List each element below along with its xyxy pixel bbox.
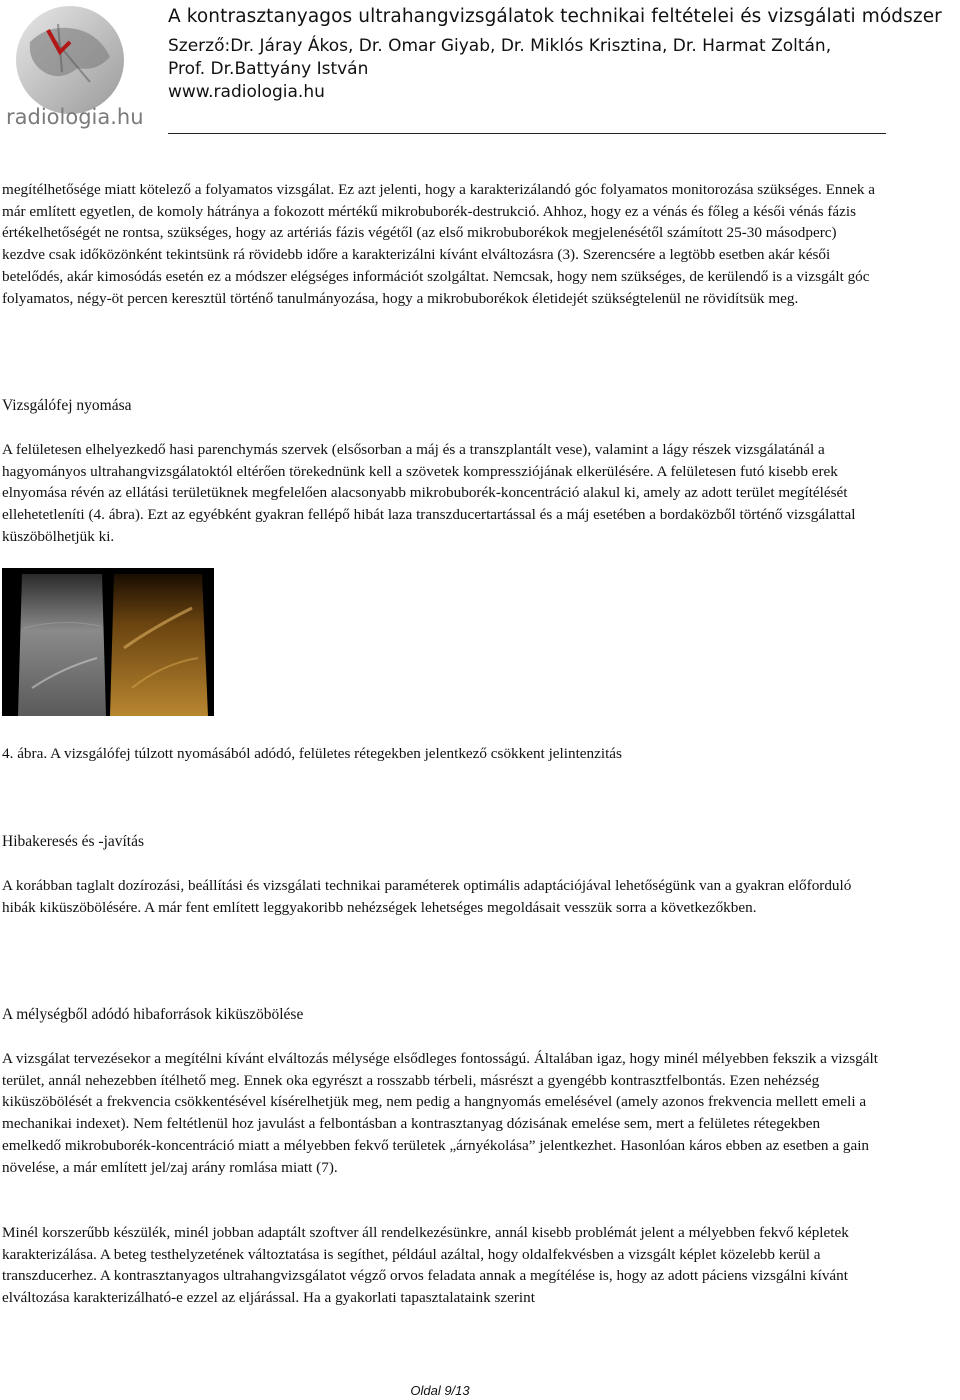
page-header	[0, 0, 960, 140]
radiologia-logo	[0, 2, 148, 132]
paragraph-troubleshooting: A korábban taglalt dozírozási, beállítási és vizsgálati technikai paraméterek optimális adaptációjával lehetőségünk van a gyakran előforduló hibák kiküszöbölésére. A már fent említett leggyakoribb nehézségek lehetséges megoldásait vesszük sorra a következőkben.	[2, 877, 852, 916]
author-line-1: Szerző:Dr. Járay Ákos, Dr. Omar Giyab, Dr. Miklós Krisztina, Dr. Harmat Zoltán,	[168, 36, 832, 56]
figure-4-caption: 4. ábra. A vizsgálófej túlzott nyomásából adódó, felületes rétegekben jelentkező csökkent jelintenzitás	[2, 745, 622, 762]
figure-4-ultrasound-image	[2, 568, 214, 716]
paragraph-probe-pressure: A felületesen elhelyezkedő hasi parenchymás szervek (elsősorban a máj és a transzplantált vese), valamint a lágy részek vizsgálatánál a hagyományos ultrahangvizsgálatoktól eltérően törekednünk kell a szövetek kompressziójának elkerülésére. A felületesen futó kisebb erek elnyomása révén az ellátási területüknek megfelelően alacsonyabb mikrobuborék-koncentráció alakul ki, amely az adott terület megítélését ellehetetleníti (4. ábra). Ezt az egyébként gyakran fellépő hibát laza transzducertartással és a máj esetében a bordaközből történő vizsgálattal küszöbölhetjük ki.	[2, 441, 856, 545]
section-heading-probe-pressure: Vizsgálófej nyomása	[2, 397, 132, 414]
header-divider	[168, 133, 886, 134]
ultrasound-image	[2, 568, 214, 716]
paragraph-depth-errors: A vizsgálat tervezésekor a megítélni kívánt elváltozás mélysége elsődleges fontosságú. Általában igaz, hogy minél mélyebben fekszik a vizsgált terület, annál nehezebben ítélhető meg. Ennek oka egyrészt a rosszabb térbeli, másrészt a gyengébb kontrasztfelbontás. Ezen nehézség kiküszöbölését a frekvencia csökkentésével kísérelhetjük meg, nem pedig a hangnyomás emelésével (amely azonos frekvencia mellett emeli a mechanikai indexet). Nem feltétlenül hoz javulást a felbontásban a kontrasztanyag dózisának emelése sem, mert a felületes rétegekben emelkedő mikrobuborék-koncentráció miatt a mélyebben fekvő területek „árnyékolása” jelentkezhet. Hasonlóan káros ebben az esetben a gain növelése, a már említett jel/zaj arány romlása miatt (7).	[2, 1050, 878, 1176]
paragraph-continuation: megítélhetősége miatt kötelező a folyamatos vizsgálat. Ez azt jelenti, hogy a karakterizálandó góc folyamatos monitorozása szükséges. Ennek a már említett egyetlen, de komoly hátránya a fokozott mértékű mikrobuborék-destrukció. Ahhoz, hogy ez a vénás és főleg a késői vénás fázis értékelhetőségét ne rontsa, szükséges, hogy az artériás fázis végétől (az első mikrobuborékok megjelenésétől számított 25-30 másodperc) kezdve csak időközönként tekintsünk rá rövidebb időre a karakterizálni kívánt elváltozásra (3). Szerencsére a legtöbb esetben akár késői betelődés, akár kimosódás esetén ez a módszer elégséges információt szolgáltat. Nemcsak, hogy nem szükséges, de kerülendő is a vizsgált góc folyamatos, négy-öt percen keresztül történő tanulmányozása, hogy a mikrobuborékok életidejét szükségtelenül ne rövidítsük meg.	[2, 181, 875, 307]
author-line-2: Prof. Dr.Battyány István	[168, 59, 369, 79]
document-title: A kontrasztanyagos ultrahangvizsgálatok technikai feltételei és vizsgálati módszer	[168, 6, 942, 27]
svg-text:radiologia.hu: radiologia.hu	[6, 105, 144, 129]
page-number: Oldal 9/13	[410, 1383, 470, 1398]
section-heading-troubleshooting: Hibakeresés és -javítás	[2, 833, 145, 850]
section-heading-depth-errors: A mélységből adódó hibaforrások kiküszöbölése	[2, 1006, 304, 1023]
paragraph-modern-devices: Minél korszerűbb készülék, minél jobban adaptált szoftver áll rendelkezésünkre, annál kisebb problémát jelent a mélyebben fekvő képletek karakterizálása. A beteg testhelyzetének változtatása is segíthet, például azáltal, hogy oldalfekvésben a vizsgált képlet közelebb kerül a transzducerhez. A kontrasztanyagos ultrahangvizsgálatot végző orvos feladata annak a megítélése is, hogy az adott páciens vizsgálni kívánt elváltozása karakterizálható-e ezzel az eljárással. Ha a gyakorlati tapasztalataink szerint	[2, 1224, 849, 1307]
website-link[interactable]: www.radiologia.hu	[168, 82, 325, 102]
